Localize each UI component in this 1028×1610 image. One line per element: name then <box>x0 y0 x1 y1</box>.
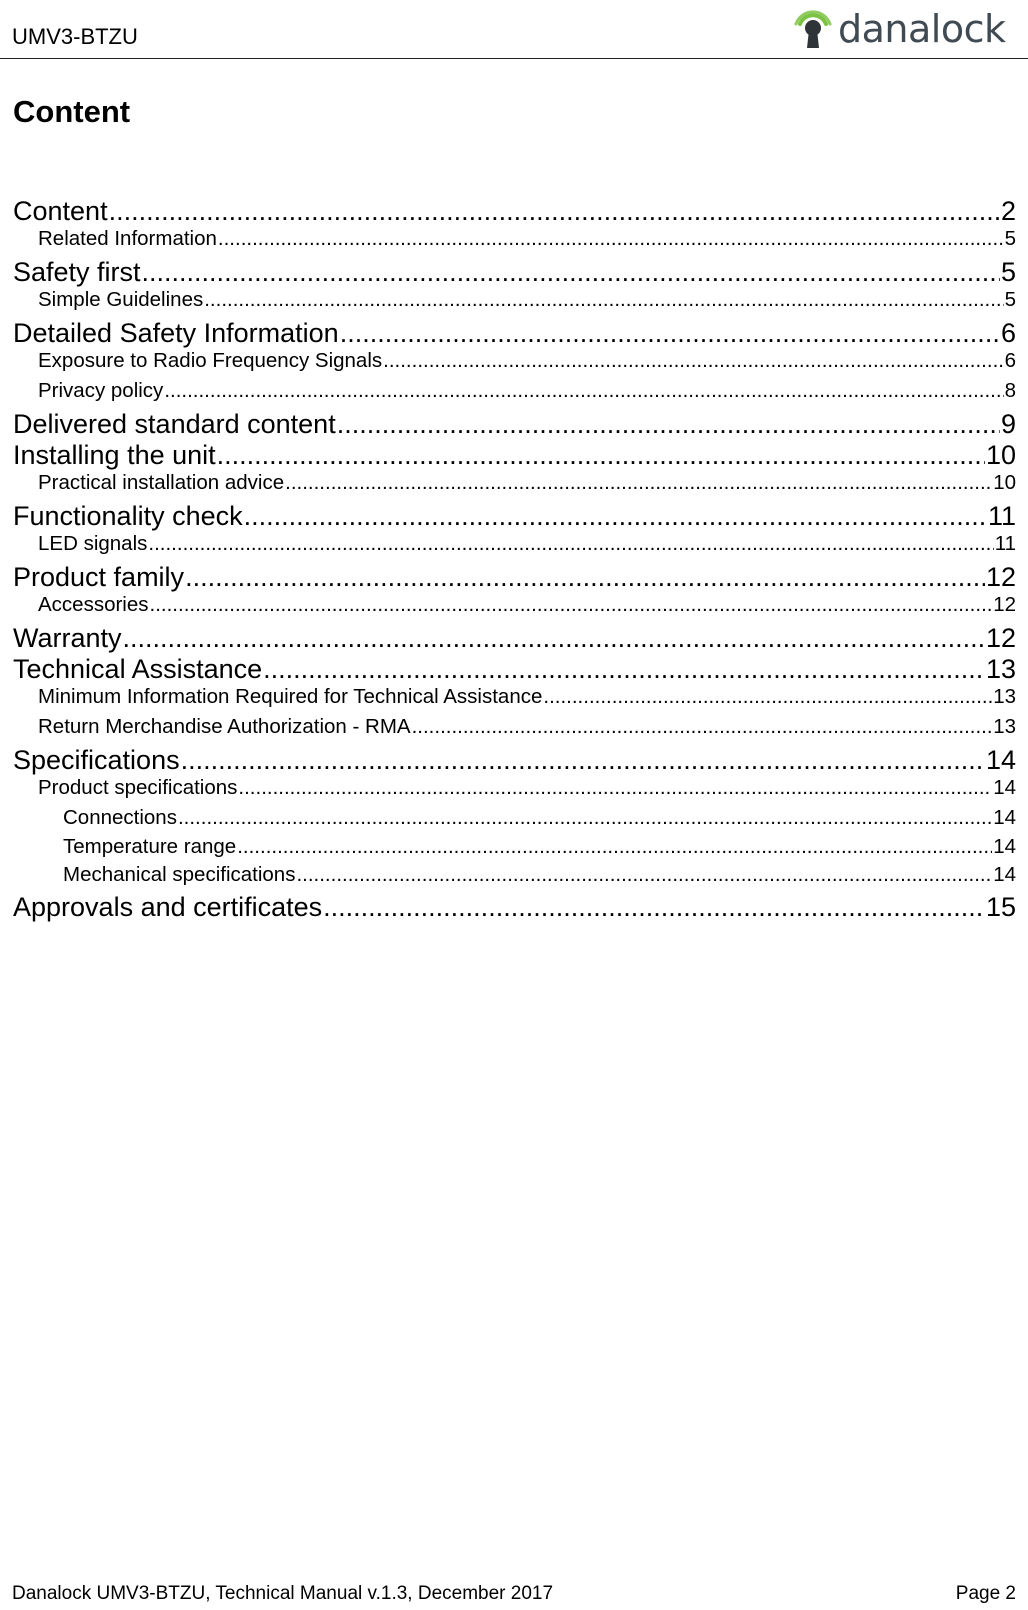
toc-entry-page: 5 <box>1004 227 1016 250</box>
toc-leader-dots <box>337 409 1000 440</box>
toc-entry-page: 12 <box>993 593 1016 616</box>
toc-entry-title: Warranty <box>13 623 122 653</box>
toc-leader-dots <box>296 863 992 887</box>
toc-entry[interactable] <box>13 745 1016 776</box>
toc-entry-page: 14 <box>993 834 1016 858</box>
toc-entry-title: Specifications <box>13 745 180 775</box>
danalock-logo <box>794 0 1020 56</box>
toc-leader-dots <box>543 685 992 709</box>
toc-leader-dots <box>217 440 985 471</box>
toc-entry-title: Delivered standard content <box>13 409 336 439</box>
toc-entry-title: LED signals <box>38 532 148 555</box>
toc-entry[interactable] <box>13 409 1016 440</box>
toc-entry-page: 13 <box>985 654 1016 684</box>
toc-entry[interactable] <box>13 685 1016 715</box>
toc-entry-title: Accessories <box>38 593 149 616</box>
toc-entry-page: 15 <box>985 891 1016 922</box>
toc-leader-dots <box>148 532 993 556</box>
toc-entry-page: 8 <box>1004 379 1016 402</box>
toc-entry-title: Privacy policy <box>38 379 164 402</box>
toc-leader-dots <box>263 654 985 685</box>
toc-entry-title: Content <box>13 196 108 226</box>
page-footer <box>12 1583 1016 1605</box>
toc-entry-page: 13 <box>993 685 1016 708</box>
toc-leader-dots <box>323 892 985 923</box>
toc-entry[interactable] <box>13 501 1016 532</box>
toc-leader-dots <box>244 501 987 532</box>
toc-entry[interactable] <box>13 349 1016 379</box>
toc-entry-page: 14 <box>993 776 1016 799</box>
toc-entry[interactable] <box>13 715 1016 745</box>
toc-entry-title: Return Merchandise Authorization - RMA <box>38 715 411 738</box>
toc-leader-dots <box>150 593 993 617</box>
toc-entry-page: 10 <box>985 440 1016 470</box>
toc-entry-title: Product family <box>13 562 185 592</box>
toc-entry-title: Exposure to Radio Frequency Signals <box>38 349 383 372</box>
keyhole-signal-icon <box>794 2 832 54</box>
header-divider <box>0 58 1028 59</box>
footer-document-info: Danalock UMV3-BTZU, Technical Manual v.1.3, December 2017 <box>12 1583 554 1604</box>
toc-entry-page: 11 <box>994 532 1016 555</box>
brand-wordmark: danalock <box>838 7 1006 51</box>
toc-entry[interactable] <box>13 835 1016 864</box>
toc-entry-title: Approvals and certificates <box>13 891 323 922</box>
toc-leader-dots <box>123 623 985 654</box>
toc-entry-page: 9 <box>1000 409 1016 439</box>
toc-entry[interactable] <box>13 318 1016 349</box>
toc-entry[interactable] <box>13 806 1016 835</box>
toc-entry[interactable] <box>13 288 1016 318</box>
toc-entry-page: 6 <box>1004 349 1016 372</box>
toc-entry[interactable] <box>13 863 1016 892</box>
toc-entry[interactable] <box>13 227 1016 257</box>
toc-entry-page: 12 <box>985 623 1016 653</box>
toc-entry-page: 6 <box>1000 318 1016 348</box>
toc-entry[interactable] <box>13 471 1016 501</box>
toc-leader-dots <box>238 776 992 800</box>
toc-entry-title: Detailed Safety Information <box>13 318 339 348</box>
toc-entry-page: 14 <box>993 806 1016 829</box>
toc-leader-dots <box>383 349 1003 373</box>
toc-entry[interactable] <box>13 532 1016 562</box>
toc-entry-page: 5 <box>1004 288 1016 311</box>
toc-leader-dots <box>412 715 993 739</box>
toc-entry-page: 14 <box>985 745 1016 775</box>
document-id: UMV3-BTZU <box>12 24 138 49</box>
toc-entry-title: Practical installation advice <box>38 471 285 494</box>
toc-leader-dots <box>340 318 1000 349</box>
toc-entry-title: Minimum Information Required for Technical Assistance <box>38 685 543 708</box>
toc-entry-page: 13 <box>993 715 1016 738</box>
toc-entry-page: 5 <box>1000 257 1016 287</box>
toc-leader-dots <box>178 806 992 830</box>
toc-entry-title: Temperature range <box>63 834 237 858</box>
toc-entry[interactable] <box>13 440 1016 471</box>
toc-entry-title: Simple Guidelines <box>38 288 204 311</box>
toc-entry-title: Related Information <box>38 227 217 250</box>
toc-entry[interactable] <box>13 593 1016 623</box>
toc-entry[interactable] <box>13 892 1016 923</box>
toc-leader-dots <box>218 227 1004 251</box>
toc-leader-dots <box>237 835 992 859</box>
page-number: Page 2 <box>955 1583 1016 1604</box>
toc-entry-page: 2 <box>1000 196 1016 226</box>
toc-entry[interactable] <box>13 562 1016 593</box>
toc-entry-title: Safety first <box>13 257 141 287</box>
toc-leader-dots <box>142 257 1000 288</box>
toc-entry-title: Functionality check <box>13 501 243 531</box>
toc-leader-dots <box>285 471 992 495</box>
toc-entry-title: Installing the unit <box>13 440 216 470</box>
toc-leader-dots <box>164 379 1003 403</box>
toc-entry-title: Mechanical specifications <box>63 863 296 886</box>
toc-entry[interactable] <box>13 776 1016 806</box>
toc-leader-dots <box>185 562 985 593</box>
table-of-contents <box>13 196 1016 923</box>
toc-entry-page: 14 <box>993 863 1016 886</box>
page-header <box>0 0 1028 60</box>
toc-entry-page: 11 <box>987 501 1016 531</box>
toc-entry[interactable] <box>13 257 1016 288</box>
toc-leader-dots <box>181 745 985 776</box>
page-title: Content <box>13 94 131 129</box>
toc-leader-dots <box>109 196 1000 227</box>
toc-entry-page: 12 <box>985 562 1016 592</box>
toc-entry[interactable] <box>13 196 1016 227</box>
toc-entry-page: 10 <box>993 471 1016 494</box>
toc-leader-dots <box>204 288 1003 312</box>
toc-entry[interactable] <box>13 654 1016 685</box>
toc-entry-title: Product specifications <box>38 776 238 799</box>
toc-entry-title: Technical Assistance <box>13 654 263 684</box>
toc-entry[interactable] <box>13 379 1016 409</box>
toc-entry-title: Connections <box>63 806 177 829</box>
toc-entry[interactable] <box>13 623 1016 654</box>
